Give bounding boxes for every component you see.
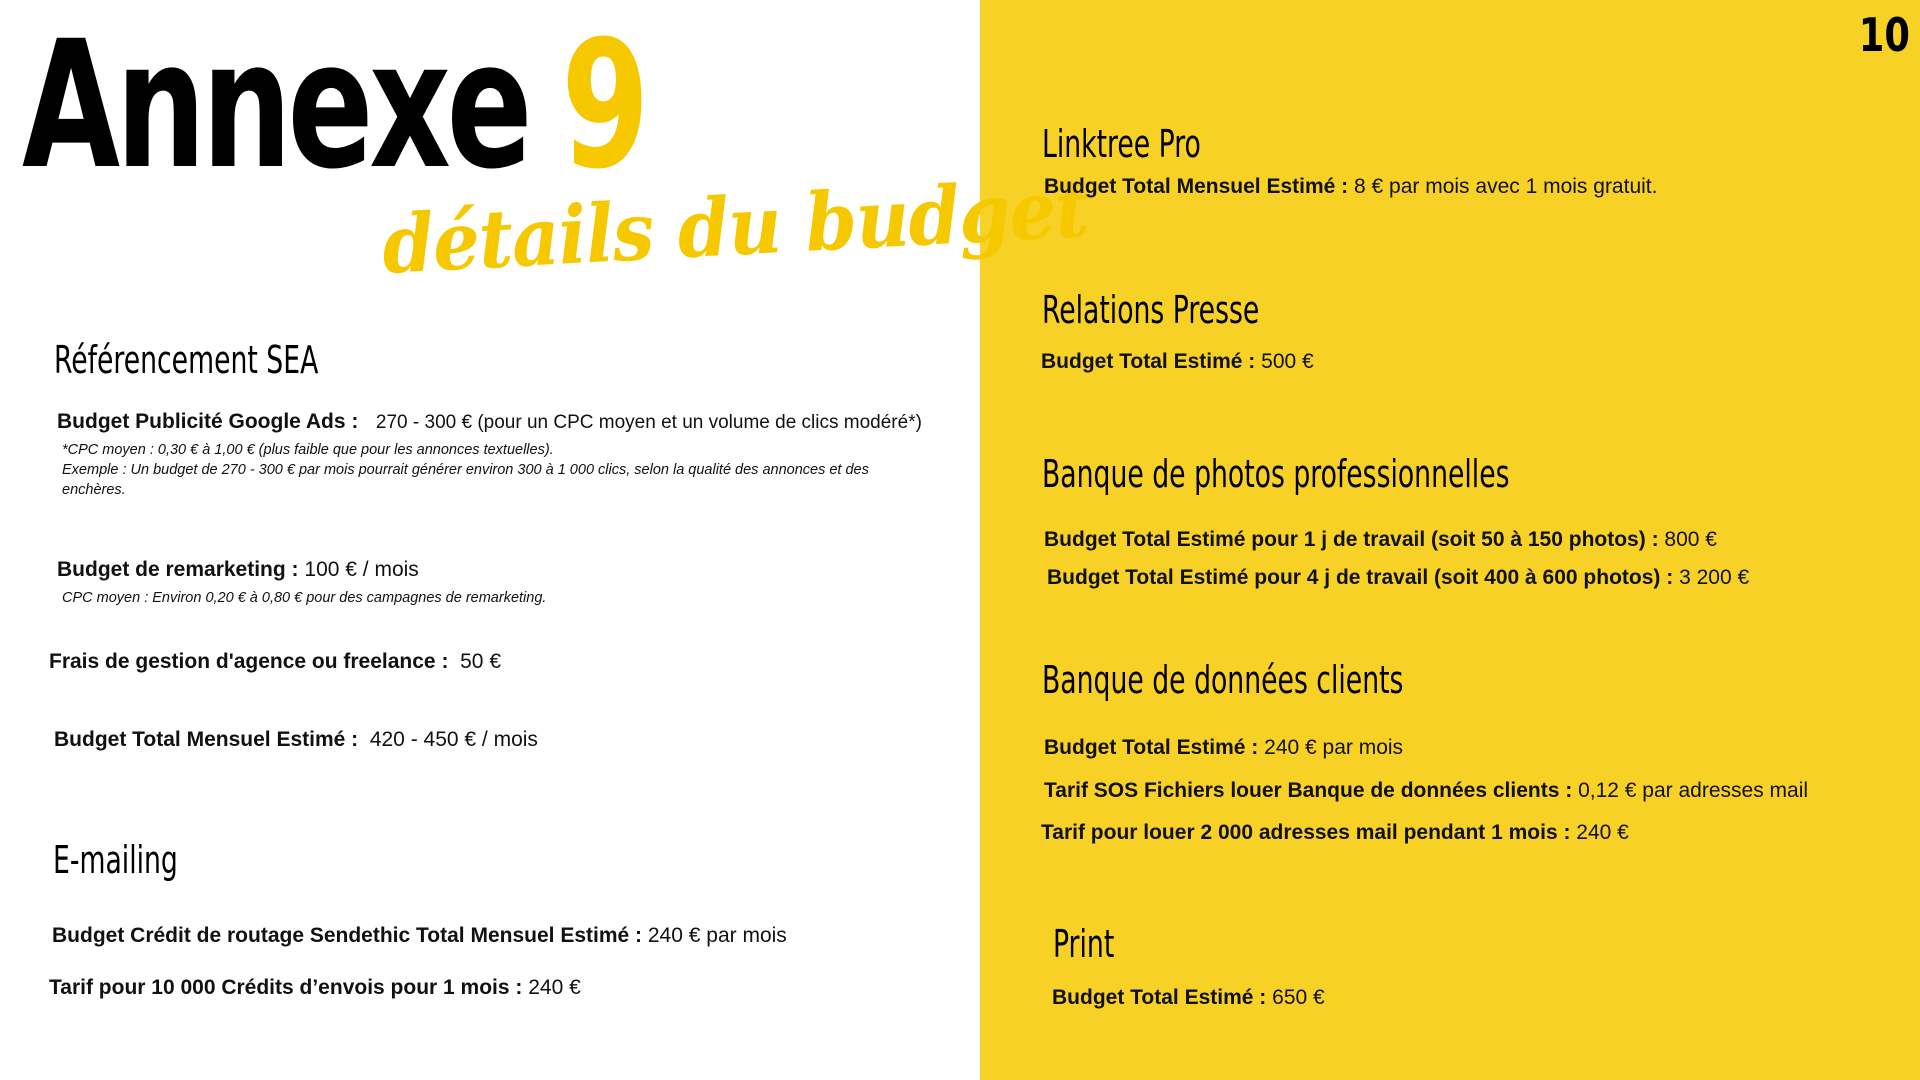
cpc-note: *CPC moyen : 0,30 € à 1,00 € (plus faible que pour les annonces textuelles). (62, 442, 554, 458)
presse-line (1041, 350, 1314, 374)
emailing-heading: E-mailing (53, 838, 178, 882)
google-ads-line (57, 410, 922, 434)
example-note: Exemple : Un budget de 270 - 300 € par mois pourrait générer environ 300 à 1 000 clics, selon la qualité des annonces et des enchères. (62, 462, 869, 498)
remarketing-label: Budget de remarketing : (57, 558, 299, 581)
emailing-credit-label: Budget Crédit de routage Sendethic Total Mensuel Estimé : (52, 924, 643, 947)
donnees-2-value: 0,12 € par adresses mail (1578, 779, 1809, 802)
photos-heading: Banque de photos professionnelles (1042, 452, 1510, 496)
donnees-line-2 (1044, 779, 1808, 803)
page-title (22, 3, 646, 208)
remarketing-value: 100 € / mois (304, 558, 419, 581)
linktree-line (1044, 175, 1657, 199)
linktree-label: Budget Total Mensuel Estimé : (1044, 175, 1349, 198)
title-number: 9 (561, 3, 646, 208)
donnees-line-3 (1041, 821, 1629, 845)
print-heading: Print (1053, 922, 1115, 966)
emailing-credit-line (52, 924, 787, 948)
page-subtitle: détails du budget (380, 161, 1091, 292)
donnees-1-label: Budget Total Estimé : (1044, 736, 1259, 759)
frais-value: 50 € (460, 650, 501, 673)
emailing-tarif-label: Tarif pour 10 000 Crédits d’envois pour 1 mois : (49, 976, 523, 999)
photos-line-2 (1047, 566, 1749, 590)
sea-heading: Référencement SEA (54, 338, 319, 382)
donnees-3-value: 240 € (1576, 821, 1629, 844)
linktree-value: 8 € par mois avec 1 mois gratuit. (1354, 175, 1658, 198)
photos-1-value: 800 € (1664, 528, 1717, 551)
photos-line-1 (1044, 528, 1717, 552)
linktree-heading: Linktree Pro (1042, 122, 1201, 166)
photos-1-label: Budget Total Estimé pour 1 j de travail (soit 50 à 150 photos) : (1044, 528, 1659, 551)
google-ads-value: 270 - 300 € (pour un CPC moyen et un volume de clics modéré*) (375, 412, 922, 433)
donnees-heading: Banque de données clients (1042, 658, 1404, 702)
donnees-3-label: Tarif pour louer 2 000 adresses mail pendant 1 mois : (1041, 821, 1571, 844)
emailing-credit-value: 240 € par mois (647, 924, 787, 947)
donnees-1-value: 240 € par mois (1264, 736, 1404, 759)
presse-label: Budget Total Estimé : (1041, 350, 1256, 373)
remarketing-line (57, 558, 419, 582)
title-word: Annexe (22, 3, 529, 208)
sea-total-line (54, 728, 538, 752)
google-ads-label: Budget Publicité Google Ads : (57, 410, 359, 433)
presse-value: 500 € (1261, 350, 1314, 373)
emailing-tarif-value: 240 € (528, 976, 581, 999)
page-number: 10 (1858, 8, 1910, 62)
frais-line (49, 650, 501, 674)
sea-total-label: Budget Total Mensuel Estimé : (54, 728, 359, 751)
donnees-line-1 (1044, 736, 1403, 760)
photos-2-value: 3 200 € (1679, 566, 1750, 589)
frais-label: Frais de gestion d'agence ou freelance : (49, 650, 449, 673)
print-line (1052, 986, 1325, 1010)
sea-total-value: 420 - 450 € / mois (369, 728, 538, 751)
donnees-2-label: Tarif SOS Fichiers louer Banque de données clients : (1044, 779, 1573, 802)
emailing-tarif-line (49, 976, 581, 1000)
print-value: 650 € (1272, 986, 1325, 1009)
remarketing-note: CPC moyen : Environ 0,20 € à 0,80 € pour des campagnes de remarketing. (62, 590, 547, 606)
presse-heading: Relations Presse (1042, 288, 1260, 332)
print-label: Budget Total Estimé : (1052, 986, 1267, 1009)
photos-2-label: Budget Total Estimé pour 4 j de travail (soit 400 à 600 photos) : (1047, 566, 1674, 589)
